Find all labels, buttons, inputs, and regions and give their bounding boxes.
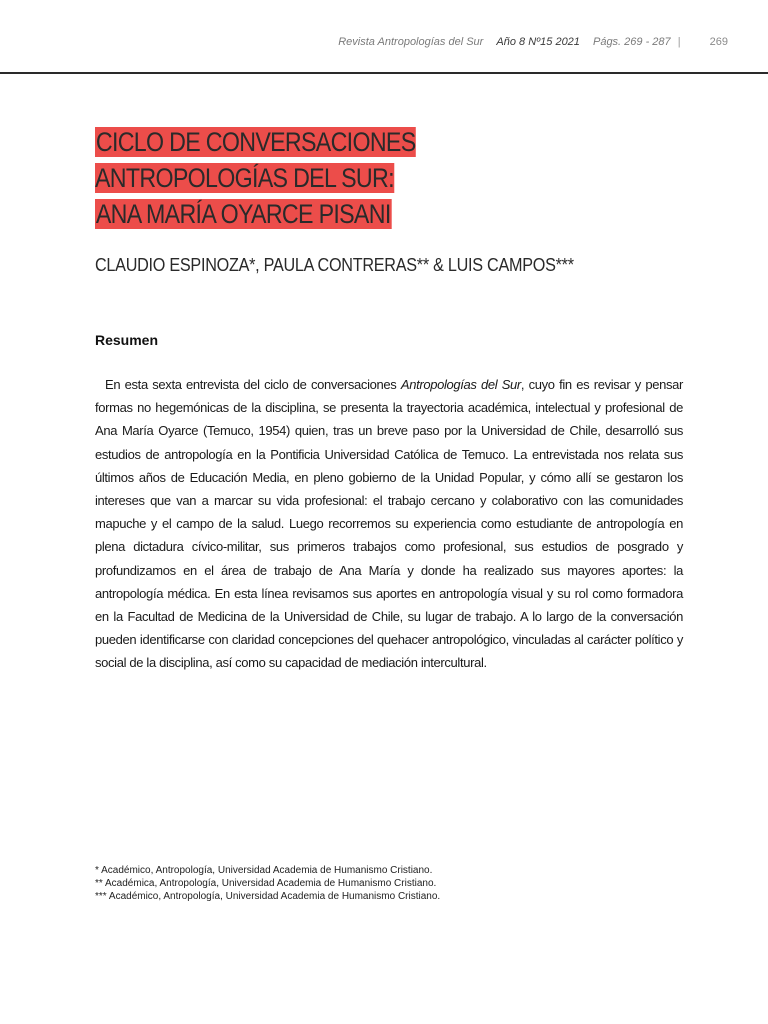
- abstract-text-start: En esta sexta entrevista del ciclo de conversaciones: [105, 377, 401, 392]
- footnotes: [95, 864, 695, 903]
- abstract-body: [95, 373, 683, 675]
- author-list: CLAUDIO ESPINOZA*, PAULA CONTRERAS** & LUIS CAMPOS***: [95, 255, 574, 275]
- issue-info: Año 8 Nº15 2021: [496, 36, 580, 48]
- title-line-2: ANA MARÍA OYARCE PISANI: [95, 199, 391, 229]
- header-separator: |: [677, 36, 681, 48]
- footnote-1: * Académico, Antropología, Universidad Academia de Humanismo Cristiano.: [95, 865, 433, 876]
- abstract-heading: Resumen: [95, 332, 159, 348]
- footnote-3: *** Académico, Antropología, Universidad Academia de Humanismo Cristiano.: [95, 891, 441, 902]
- article-title: [95, 124, 611, 232]
- title-line-1: CICLO DE CONVERSACIONES ANTROPOLOGÍAS DEL SUR:: [95, 127, 416, 193]
- abstract-italic-title: Antropologías del Sur: [400, 377, 521, 392]
- running-header: [40, 36, 728, 48]
- journal-name: Revista Antropologías del Sur: [338, 36, 484, 48]
- page-range: Págs. 269 - 287: [592, 36, 671, 48]
- abstract-text-rest: , cuyo fin es revisar y pensar formas no hegemónicas de la disciplina, se presenta la trayectoria académica, intelectual y profesional de Ana María Oyarce (Temuco, 1954) quien, tras un breve paso por la Universidad de Chile, desarrolló sus estudios de antropología en la Pontificia Universidad Católica de Temuco. La entrevistada nos relata sus últimos años de Educación Media, en pleno gobierno de la Unidad Popular, y cómo allí se gestaron los intereses que van a marcar su vida profesional: el trabajo cercano y colaborativo con las comunidades mapuche y el campo de la salud. Luego recorremos su experiencia como estudiante de antropología en plena dictadura cívico-militar, sus primeros trabajos como profesional, sus estudios de posgrado y profundizamos en el área de trabajo de Ana María y donde ha realizado sus mayores aportes: la antropología médica. En esta línea revisamos sus aportes en antropología visual y su rol como formadora en la Facultad de Medicina de la Universidad de Chile, su lugar de trabajo. A lo largo de la conversación pueden identificarse con claridad concepciones del quehacer antropológico, vinculadas al carácter político y social de la disciplina, así como su capacidad de mediación intercultural.: [95, 377, 683, 671]
- header-rule: [0, 72, 768, 74]
- page-number: 269: [709, 36, 728, 48]
- footnote-2: ** Académica, Antropología, Universidad Academia de Humanismo Cristiano.: [95, 878, 437, 889]
